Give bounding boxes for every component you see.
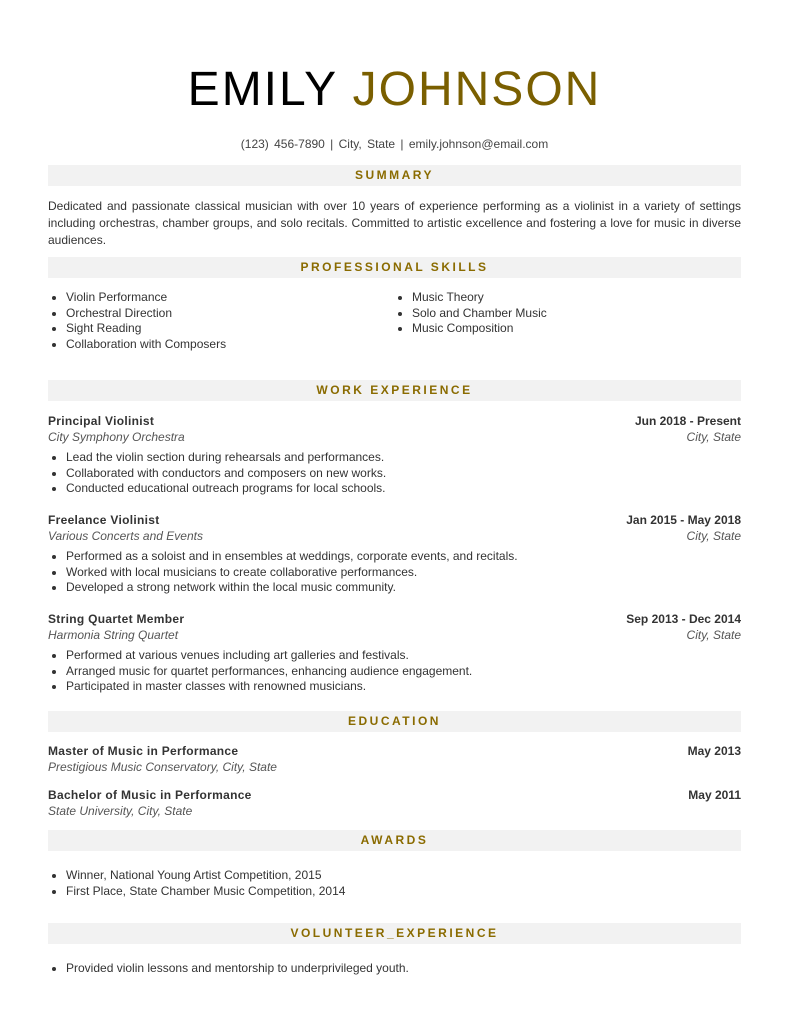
skill-item: • Collaboration with Composers [66,337,388,353]
job-bullet: • Worked with local musicians to create collaborative performances. [66,565,741,581]
section-header-education: EDUCATION [48,711,741,732]
degree-title: Master of Music in Performance [48,744,239,758]
skill-item: • Violin Performance [66,290,388,306]
job-organization: Various Concerts and Events [48,529,203,543]
school-name: State University, City, State [48,804,193,818]
skills-column-right [394,290,734,337]
job-location: City, State [686,430,741,444]
education-entry [48,787,741,819]
job-bullet: • Performed at various venues including art galleries and festivals. [66,648,741,664]
degree-title: Bachelor of Music in Performance [48,788,252,802]
volunteer-list [48,956,741,977]
skill-item: • Music Composition [412,321,734,337]
section-header-volunteer: VOLUNTEER_EXPERIENCE [48,923,741,944]
education-entry [48,743,741,775]
job-dates: Jun 2018 - Present [634,414,741,428]
last-name: JOHNSON [352,63,602,116]
degree-date: May 2013 [687,744,741,758]
skill-item: • Orchestral Direction [66,306,388,322]
job-bullet: • Participated in master classes with renowned musicians. [66,679,741,695]
job-title: Principal Violinist [48,414,155,428]
award-item: • Winner, National Young Artist Competition, 2015 [66,868,741,884]
section-header-experience: WORK EXPERIENCE [48,380,741,401]
first-name: EMILY [187,63,338,116]
job-dates: Sep 2013 - Dec 2014 [626,612,741,626]
job-entry [48,611,741,695]
summary-text: Dedicated and passionate classical musician with over 10 years of experience performing as a violinist in a variety of settings including orchestras, chamber groups, and solo recitals. Committed to artistic excellence and fostering a love for music in diverse audiences. [48,199,741,247]
job-bullet: • Conducted educational outreach programs for local schools. [66,481,741,497]
job-entry [48,413,741,497]
job-location: City, State [686,529,741,543]
skill-item: • Music Theory [412,290,734,306]
skill-item: • Sight Reading [66,321,388,337]
job-title: String Quartet Member [48,612,185,626]
job-bullet: • Collaborated with conductors and composers on new works. [66,466,741,482]
contact-line: (123) 456-7890 | City, State | emily.johnson@email.com [240,137,549,151]
award-item: • First Place, State Chamber Music Competition, 2014 [66,884,741,900]
job-bullet: • Lead the violin section during rehearsals and performances. [66,450,741,466]
job-location: City, State [686,628,741,642]
volunteer-item: • Provided violin lessons and mentorship to underprivileged youth. [66,961,741,977]
awards-list [48,863,741,899]
job-dates: Jan 2015 - May 2018 [626,513,741,527]
degree-date: May 2011 [688,788,741,802]
skill-item: • Solo and Chamber Music [412,306,734,322]
job-organization: City Symphony Orchestra [48,430,185,444]
job-title: Freelance Violinist [48,513,160,527]
school-name: Prestigious Music Conservatory, City, State [48,760,277,774]
skills-column-left [48,290,388,352]
section-header-awards: AWARDS [48,830,741,851]
job-entry [48,512,741,596]
job-bullet: • Arranged music for quartet performances, enhancing audience engagement. [66,664,741,680]
job-organization: Harmonia String Quartet [48,628,179,642]
job-bullet: • Performed as a soloist and in ensembles at weddings, corporate events, and recitals. [66,549,741,565]
section-header-skills: PROFESSIONAL SKILLS [48,257,741,278]
job-bullet: • Developed a strong network within the local music community. [66,580,741,596]
candidate-name [48,60,741,120]
section-header-summary: SUMMARY [48,165,741,186]
